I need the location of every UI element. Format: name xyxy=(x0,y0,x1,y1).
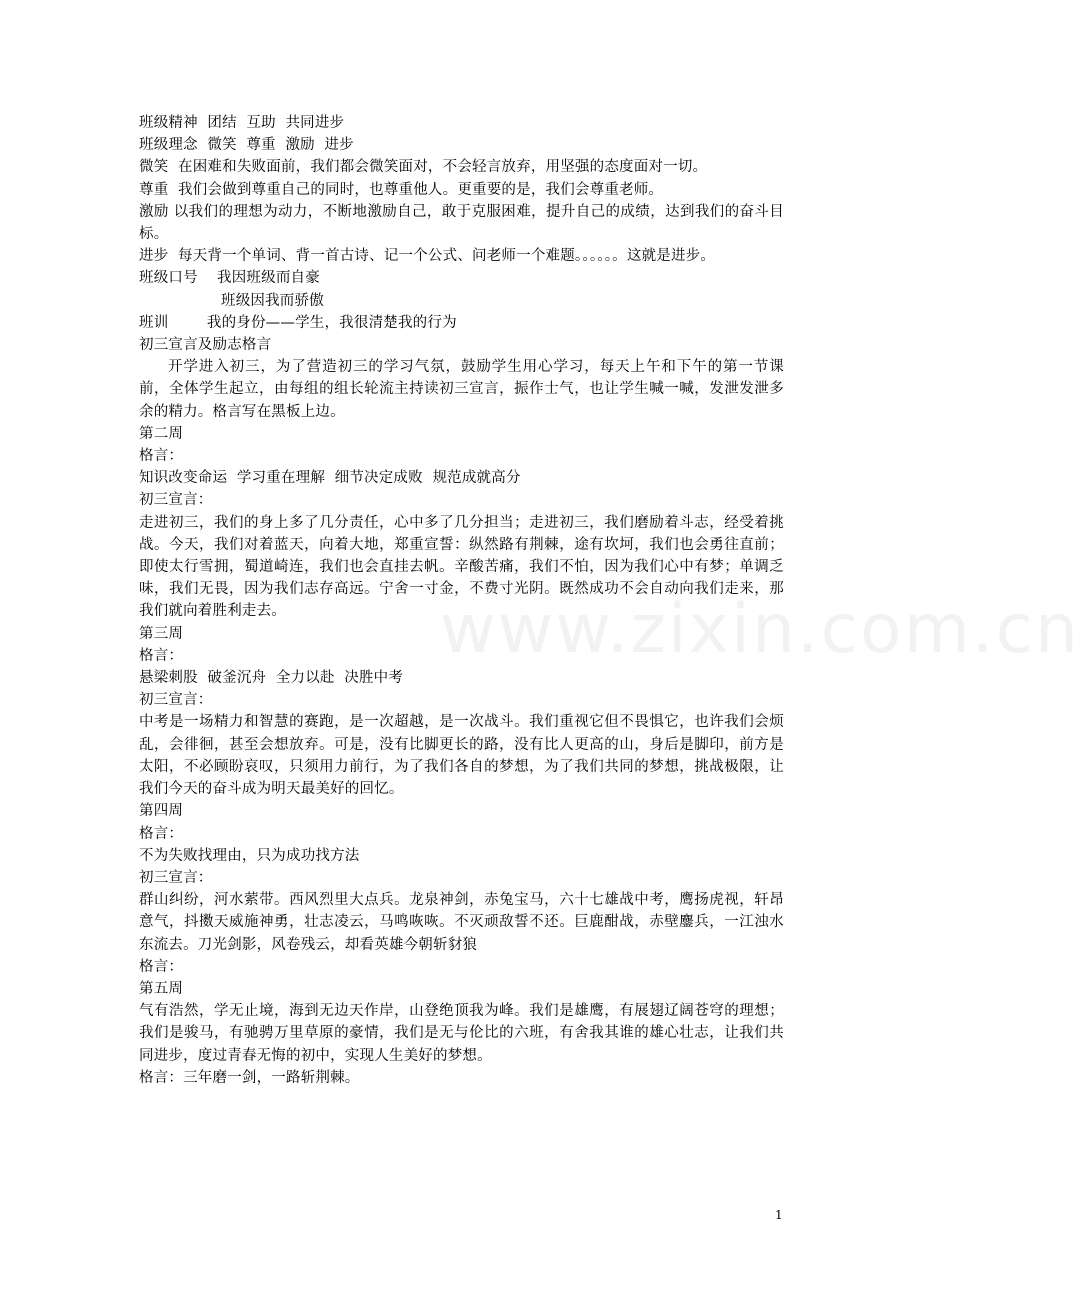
text-line-0: 班级精神 团结 互助 共同进步 xyxy=(139,115,345,131)
text-line-2: 微笑 在困难和失败面前，我们都会微笑面对，不会轻言放弃，用坚强的态度面对一切。 xyxy=(139,159,708,176)
text-line-21: 第四周 xyxy=(139,803,184,820)
text-line-8: 班训 我的身份——学生，我很清楚我的行为 xyxy=(139,314,457,331)
text-line-22: 格言： xyxy=(139,825,184,842)
text-line-4: 激励 以我们的理想为动力，不断地激励自己，敢于克服困难，提升自己的成绩，达到我们的奋斗目标。 xyxy=(139,203,784,243)
watermark: www.zixin.com.cn xyxy=(440,590,1080,669)
text-line-26: 格言： xyxy=(139,958,184,975)
text-line-3: 尊重 我们会做到尊重自己的同时，也尊重他人。更重要的是，我们会尊重老师。 xyxy=(139,181,664,198)
text-line-1: 班级理念 微笑 尊重 激励 进步 xyxy=(139,137,354,154)
text-line-29: 格言：三年磨一剑，一路斩荆棘。 xyxy=(139,1069,360,1086)
text-line-13: 知识改变命运 学习重在理解 细节决定成败 规范成就高分 xyxy=(139,470,521,487)
text-line-10: 开学进入初三，为了营造初三的学习气氛，鼓励学生用心学习，每天上午和下午的第一节课前，全体学生起立，由每组的组长轮流主持读初三宣言，振作士气，也让学生喊一喊，发泄发泄多余的精力。格言写在黑板上边。 xyxy=(139,359,784,420)
text-line-9: 初三宣言及励志格言 xyxy=(139,337,272,354)
text-line-27: 第五周 xyxy=(139,980,184,997)
text-line-6: 班级口号 我因班级而自豪 xyxy=(139,270,320,287)
text-line-28: 气有浩然，学无止境，海到无边天作岸，山登绝顶我为峰。我们是雄鹰，有展翅辽阔苍穹的理想；我们是骏马，有驰骋万里草原的豪情，我们是无与伦比的六班，有舍我其谁的雄心壮志，让我们共同进步，度过青春无悔的初中，实现人生美好的梦想。 xyxy=(139,1003,784,1064)
document-body xyxy=(139,112,784,1089)
page-number: 1 xyxy=(775,1208,783,1222)
text-line-19: 初三宣言： xyxy=(139,692,213,709)
text-line-20: 中考是一场精力和智慧的赛跑，是一次超越，是一次战斗。我们重视它但不畏惧它，也许我们会烦乱，会徘徊，甚至会想放弃。可是，没有比脚更长的路，没有比人更高的山，身后是脚印，前方是太阳，不必顾盼哀叹，只须用力前行，为了我们各自的梦想，为了我们共同的梦想，挑战极限，让我们今天的奋斗成为明天最美好的回忆。 xyxy=(139,714,784,798)
text-line-18: 悬梁刺股 破釜沉舟 全力以赴 决胜中考 xyxy=(139,670,404,687)
text-line-17: 格言： xyxy=(139,647,184,664)
text-line-23: 不为失败找理由，只为成功找方法 xyxy=(139,847,360,864)
text-line-14: 初三宣言： xyxy=(139,492,213,509)
text-line-16: 第三周 xyxy=(139,625,184,642)
text-line-7: 班级因我而骄傲 xyxy=(221,292,324,309)
text-line-25: 群山纠纷，河水萦带。西风烈里大点兵。龙泉神剑，赤兔宝马，六十七雄战中考，鹰扬虎视，轩昂意气，抖擞天威施神勇，壮志凌云，马鸣咴咴。不灭顽敌誓不还。巨鹿酣战，赤壁鏖兵，一江浊水东流去。刀光剑影，风卷残云，却看英雄今朝斩豺狼 xyxy=(139,892,784,953)
text-line-11: 第二周 xyxy=(139,425,184,442)
text-line-12: 格言： xyxy=(139,448,184,465)
text-line-5: 进步 每天背一个单词、背一首古诗、记一个公式、问老师一个难题。。。。。。这就是进步。 xyxy=(139,248,716,265)
text-line-24: 初三宣言： xyxy=(139,869,213,886)
text-line-15: 走进初三，我们的身上多了几分责任，心中多了几分担当；走进初三，我们磨励着斗志，经受着挑战。今天，我们对着蓝天，向着大地，郑重宣誓：纵然路有荆棘，途有坎坷，我们也会勇往直前；即使太行雪拥，蜀道崎连，我们也会直挂去帆。辛酸苦痛，我们不怕，因为我们心中有梦；单调乏味，我们无畏，因为我们志存高远。宁舍一寸金，不费寸光阴。既然成功不会自动向我们走来，那我们就向着胜利走去。 xyxy=(139,514,784,620)
